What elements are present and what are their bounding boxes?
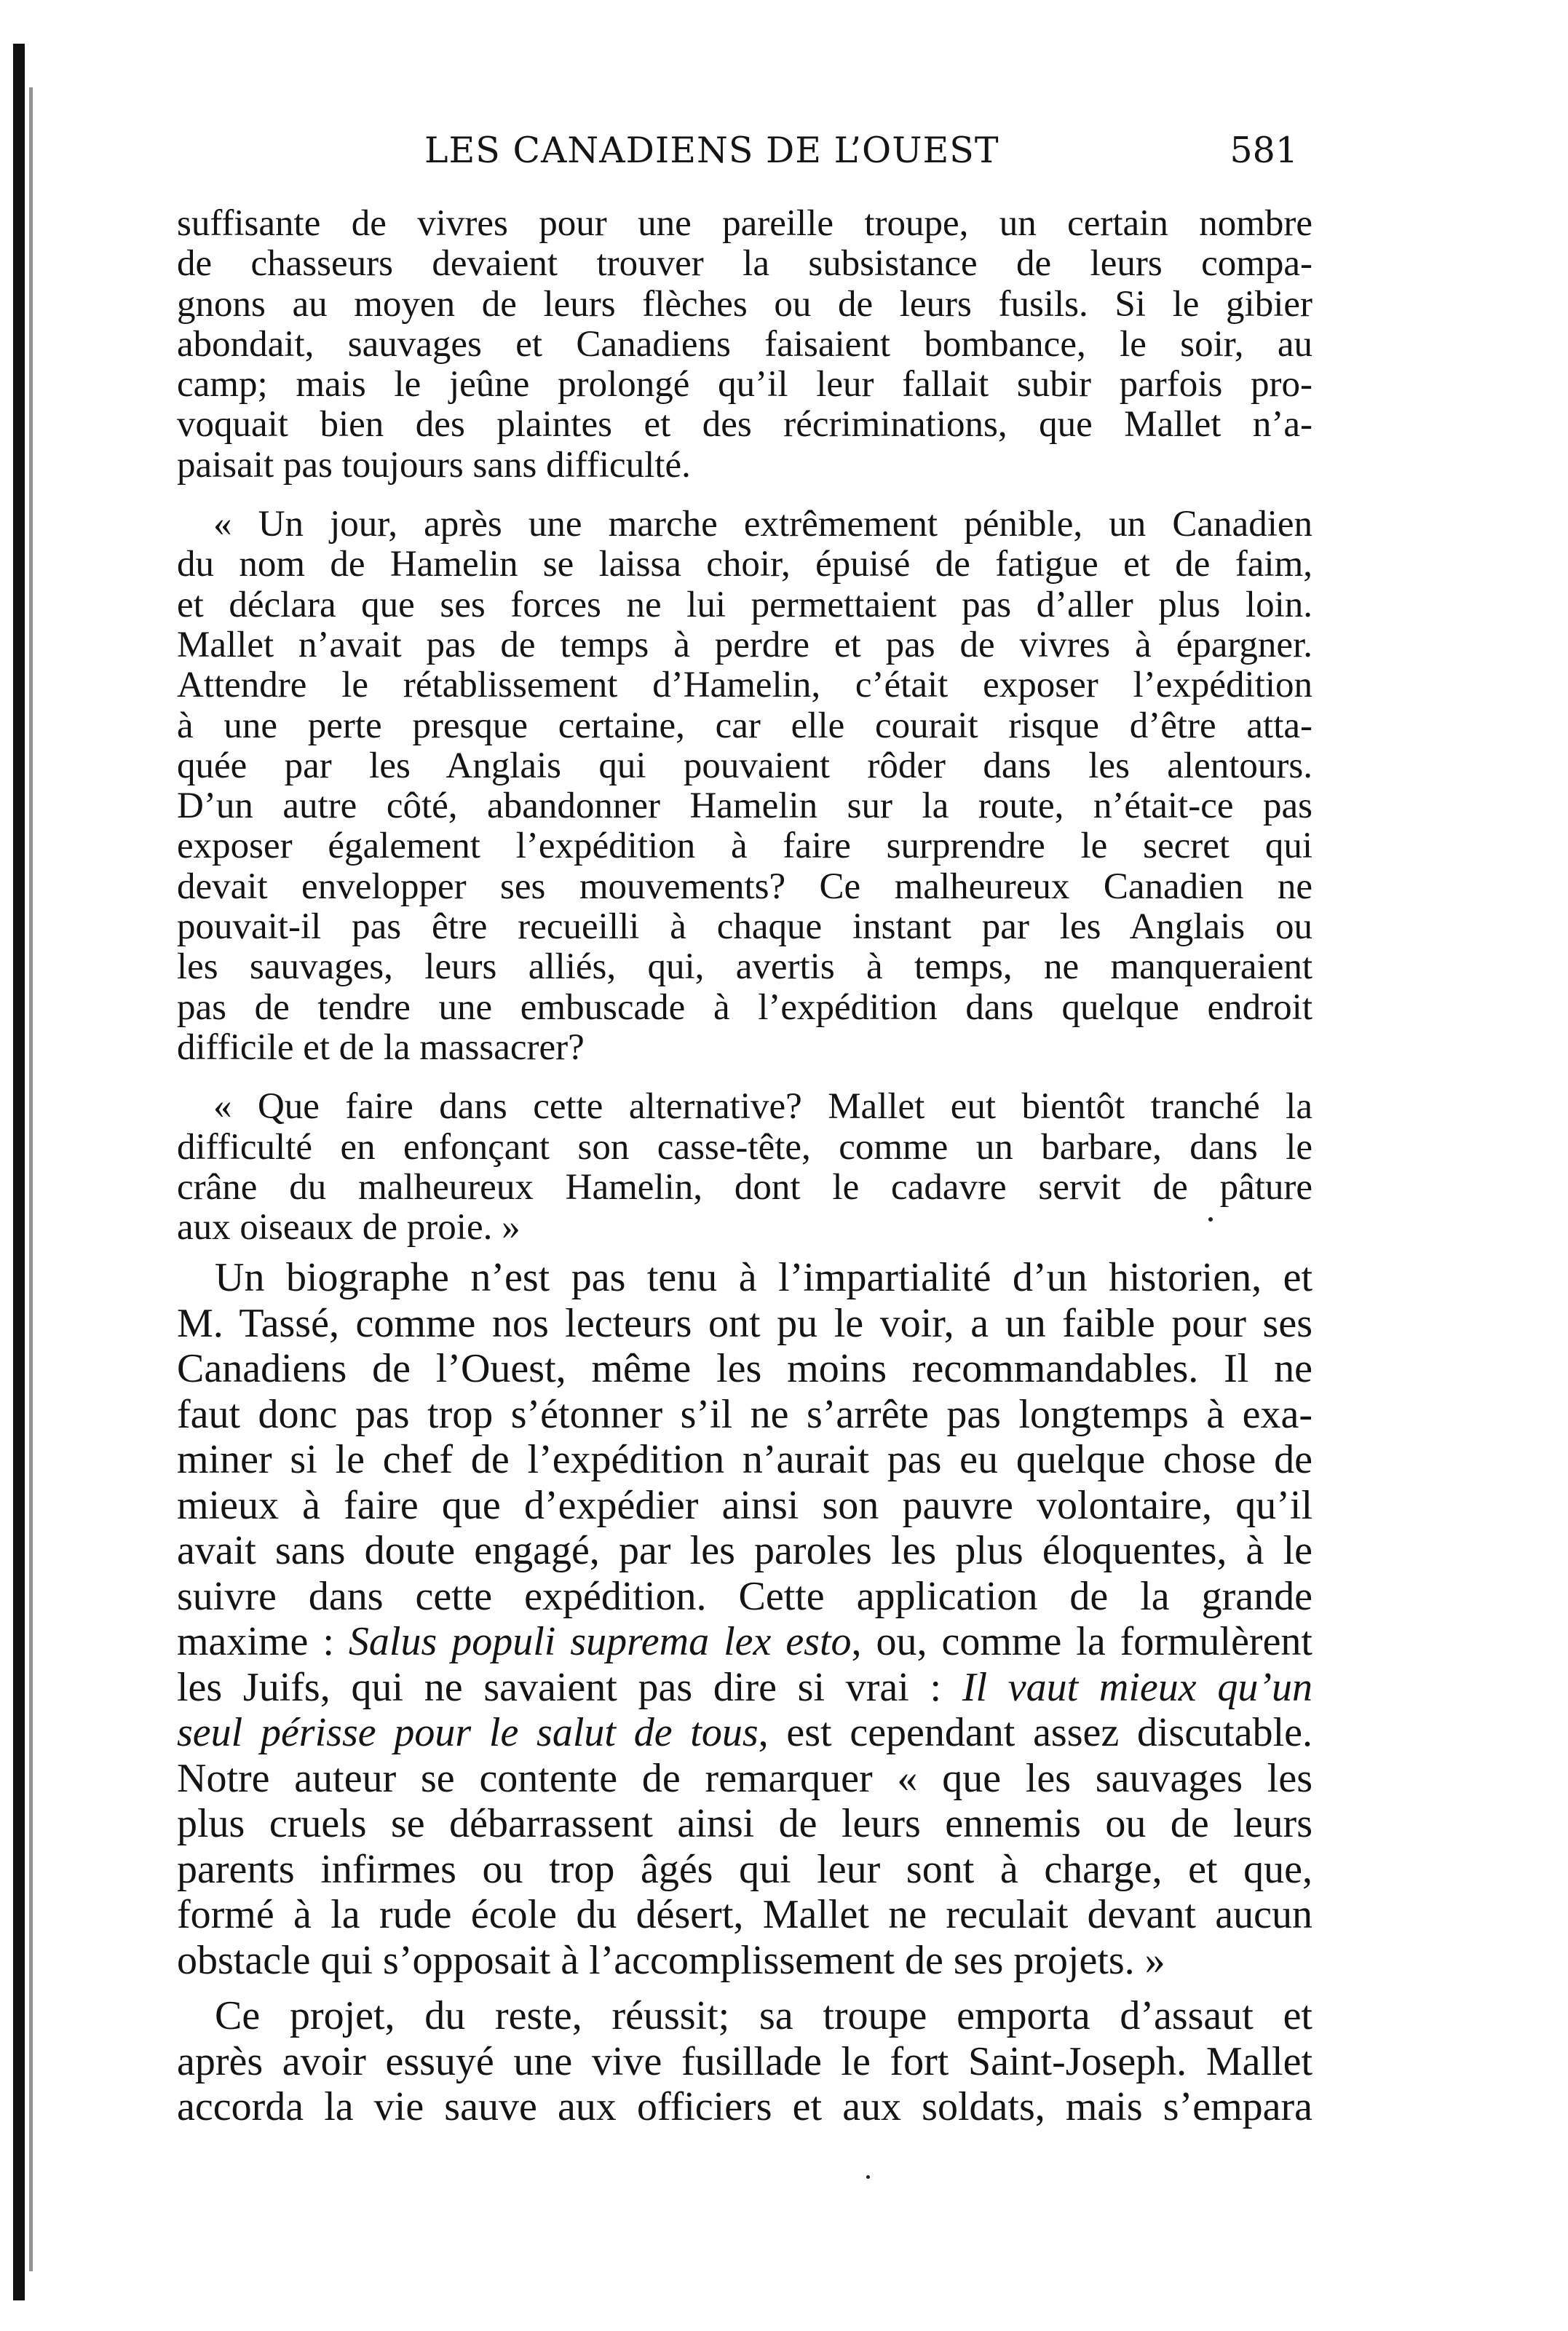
text-line: gnons au moyen de leurs flèches ou de leurs fusils. Si le gibier — [177, 284, 1312, 325]
text-line: Canadiens de l’Ouest, même les moins recommandables. Il ne — [177, 1346, 1312, 1392]
text-segment: , est cependant assez discutable. — [758, 1710, 1312, 1756]
text-line: M. Tassé, comme nos lecteurs ont pu le voir, a un faible pour ses — [177, 1300, 1312, 1346]
text-line: du nom de Hamelin se laissa choir, épuisé de fatigue et de faim, — [177, 545, 1312, 585]
text-line: Mallet n’avait pas de temps à perdre et pas de vivres à épargner. — [177, 625, 1312, 665]
text-line: crâne du malheureux Hamelin, dont le cadavre servit de pâture — [177, 1167, 1312, 1208]
text-line: les sauvages, leurs alliés, qui, avertis à temps, ne manqueraient — [177, 947, 1312, 988]
text-line: pas de tendre une embuscade à l’expédition dans quelque endroit — [177, 987, 1312, 1028]
text-line — [177, 1710, 1312, 1756]
text-line: de chasseurs devaient trouver la subsistance de leurs compa- — [177, 244, 1312, 285]
page-number: 581 — [1230, 130, 1298, 171]
latin-maxim: Salus populi suprema lex esto — [348, 1619, 852, 1665]
text-line: aux oiseaux de proie. » — [177, 1208, 520, 1248]
paragraph — [177, 504, 1312, 1068]
text-line: exposer également l’expédition à faire surprendre le secret qui — [177, 826, 1312, 867]
text-line: suffisante de vivres pour une pareille troupe, un certain nombre — [177, 204, 1312, 244]
text-line: après avoir essuyé une vive fusillade le fort Saint-Joseph. Mallet — [177, 2038, 1312, 2084]
text-line: avait sans doute engagé, par les paroles les plus éloquentes, à le — [177, 1528, 1312, 1574]
text-line: formé à la rude école du désert, Mallet ne reculait devant aucun — [177, 1892, 1312, 1938]
text-line: Ce projet, du reste, réussit; sa troupe emporta d’assaut et — [215, 1993, 1312, 2039]
text-line: « Que faire dans cette alternative? Mallet eut bientôt tranché la — [213, 1087, 1312, 1128]
paragraph — [177, 1993, 1312, 2130]
text-line: devait envelopper ses mouvements? Ce malheureux Canadien ne — [177, 866, 1312, 907]
text-line: faut donc pas trop s’étonner s’il ne s’arrête pas longtemps à exa- — [177, 1391, 1312, 1437]
italic-quote: seul périsse pour le salut de tous — [177, 1710, 759, 1756]
text-line: accorda la vie sauve aux officiers et aux soldats, mais s’empara — [177, 2084, 1312, 2130]
text-line: Un biographe n’est pas tenu à l’impartialité d’un historien, et — [215, 1255, 1312, 1301]
text-line: voquait bien des plaintes et des récriminations, que Mallet n’a- — [177, 405, 1312, 446]
italic-quote: Il vaut mieux qu’un — [962, 1664, 1312, 1710]
text-line: Notre auteur se contente de remarquer « que les sauvages les — [177, 1755, 1312, 1801]
text-block — [177, 204, 1312, 2130]
binding-edge — [13, 44, 25, 2300]
text-line: obstacle qui s’opposait à l’accomplissement de ses projets. » — [177, 1937, 1165, 1983]
text-line: à une perte presque certaine, car elle courait risque d’être atta- — [177, 705, 1312, 746]
paragraph — [177, 204, 1312, 486]
text-line: Attendre le rétablissement d’Hamelin, c’était exposer l’expédition — [177, 665, 1312, 706]
text-line: D’un autre côté, abandonner Hamelin sur la route, n’était-ce pas — [177, 786, 1312, 827]
running-head — [177, 124, 1312, 182]
text-line: « Un jour, après une marche extrêmement pénible, un Canadien — [213, 504, 1312, 545]
binding-shadow — [29, 87, 33, 2271]
ink-speck — [866, 2175, 870, 2179]
text-segment: , ou, comme la formulèrent — [851, 1619, 1312, 1665]
text-line: parents infirmes ou trop âgés qui leur sont à charge, et que, — [177, 1846, 1312, 1892]
text-line: abondait, sauvages et Canadiens faisaient bombance, le soir, au — [177, 324, 1312, 365]
paragraph — [177, 1255, 1312, 1983]
text-line: plus cruels se débarrassent ainsi de leurs ennemis ou de leurs — [177, 1801, 1312, 1847]
text-line: paisait pas toujours sans difficulté. — [177, 445, 691, 486]
text-line — [177, 1619, 1312, 1665]
running-title: LES CANADIENS DE L’OUEST — [424, 130, 999, 171]
text-line — [177, 1665, 1312, 1711]
text-line: miner si le chef de l’expédition n’aurait pas eu quelque chose de — [177, 1437, 1312, 1483]
text-segment: maxime : — [177, 1619, 349, 1665]
paragraph — [177, 1087, 1312, 1248]
text-line: difficile et de la massacrer? — [177, 1027, 585, 1068]
text-line: mieux à faire que d’expédier ainsi son pauvre volontaire, qu’il — [177, 1482, 1312, 1528]
text-line: difficulté en enfonçant son casse-tête, comme un barbare, dans le — [177, 1127, 1312, 1168]
ink-speck — [1208, 1217, 1213, 1222]
text-segment: les Juifs, qui ne savaient pas dire si vrai : — [177, 1664, 962, 1710]
text-line: pouvait-il pas être recueilli à chaque instant par les Anglais ou — [177, 907, 1312, 948]
text-line: quée par les Anglais qui pouvaient rôder dans les alentours. — [177, 745, 1312, 786]
text-line: et déclara que ses forces ne lui permettaient pas d’aller plus loin. — [177, 585, 1312, 625]
text-line: suivre dans cette expédition. Cette application de la grande — [177, 1573, 1312, 1619]
text-line: camp; mais le jeûne prolongé qu’il leur fallait subir parfois pro- — [177, 365, 1312, 405]
body-text — [177, 1255, 1312, 2130]
